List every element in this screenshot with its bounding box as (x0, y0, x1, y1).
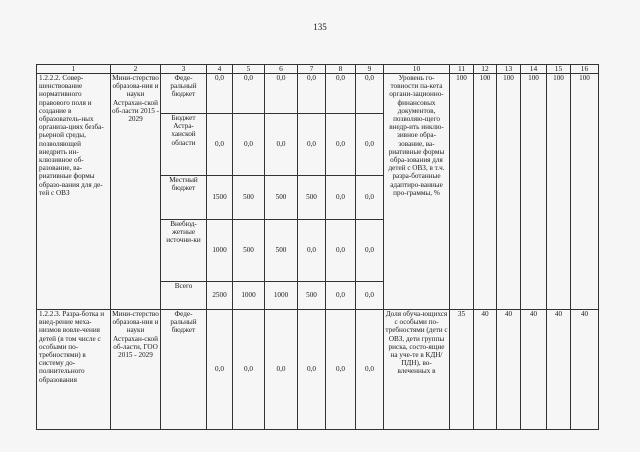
source-label: Всего (161, 282, 207, 310)
value-cell: 0,0 (356, 220, 384, 282)
target-cell: 40 (571, 310, 599, 430)
target-cell: 100 (497, 74, 521, 310)
header-cell: 9 (356, 65, 384, 74)
header-cell: 11 (450, 65, 474, 74)
header-cell: 4 (207, 65, 233, 74)
value-cell: 0,0 (265, 74, 298, 114)
header-cell: 12 (474, 65, 497, 74)
value-cell: 0,0 (326, 176, 356, 220)
measure-name-cell: 1.2.2.2. Совер-шенствование нормативного правового поля и создание в образователь-ных организа-циях безба-рьерной среды, позволяющей внедрить ин-клюзивное об-разование, ва-риативные формы образо-вания для де-тей с ОВЗ (37, 74, 111, 310)
value-cell: 0,0 (326, 220, 356, 282)
value-cell: 500 (233, 220, 265, 282)
target-cell: 100 (571, 74, 599, 310)
value-cell: 0,0 (298, 310, 326, 430)
header-cell: 6 (265, 65, 298, 74)
value-cell: 0,0 (356, 282, 384, 310)
value-cell: 0,0 (356, 310, 384, 430)
source-label: Местный бюджет (161, 176, 207, 220)
value-cell: 1000 (265, 282, 298, 310)
source-label: Феде-ральный бюджет (161, 310, 207, 430)
value-cell: 0,0 (233, 74, 265, 114)
value-cell: 0,0 (326, 282, 356, 310)
value-cell: 0,0 (233, 114, 265, 176)
header-row (37, 65, 599, 74)
target-cell: 35 (450, 310, 474, 430)
header-cell: 5 (233, 65, 265, 74)
value-cell: 500 (298, 176, 326, 220)
value-cell: 0,0 (356, 114, 384, 176)
value-cell: 1500 (207, 176, 233, 220)
header-cell: 16 (571, 65, 599, 74)
header-cell: 13 (497, 65, 521, 74)
executor-cell: Мини-стерство образова-ния и науки Астрахан-ской об-ласти, ГОО 2015 - 2029 (111, 310, 161, 430)
indicator-cell: Уровень го-товности па-кета органи-зационно-финансовых документов, позволяю-щего внедр-ить инклю-зивное обра-зование, ва-риативные формы обра-зования для детей с ОВЗ, в т.ч. разра-ботанные адаптиро-ванные про-граммы, % (384, 74, 450, 310)
target-cell: 40 (474, 310, 497, 430)
header-cell: 3 (161, 65, 207, 74)
header-cell: 15 (547, 65, 571, 74)
value-cell: 0,0 (298, 114, 326, 176)
source-label: Бюджет Астра-ханской области (161, 114, 207, 176)
program-table (36, 64, 599, 430)
value-cell: 0,0 (356, 176, 384, 220)
value-cell: 0,0 (207, 310, 233, 430)
target-cell: 40 (521, 310, 547, 430)
target-cell: 100 (474, 74, 497, 310)
value-cell: 0,0 (326, 74, 356, 114)
table-row (37, 74, 599, 114)
value-cell: 2500 (207, 282, 233, 310)
measure-name-cell: 1.2.2.3. Разра-ботка и внед-рение меха-низмов вовле-чения детей (в том числе с особыми по-требностями) в систему до-полнительного образования (37, 310, 111, 430)
value-cell: 0,0 (298, 220, 326, 282)
value-cell: 1000 (233, 282, 265, 310)
value-cell: 0,0 (356, 74, 384, 114)
value-cell: 0,0 (265, 114, 298, 176)
source-label: Внебюд-жетные источни-ки (161, 220, 207, 282)
target-cell: 40 (547, 310, 571, 430)
value-cell: 0,0 (233, 310, 265, 430)
value-cell: 0,0 (207, 74, 233, 114)
value-cell: 0,0 (298, 74, 326, 114)
value-cell: 1000 (207, 220, 233, 282)
executor-cell: Мини-стерство образова-ния и науки Астрахан-ской об-ласти 2015 - 2029 (111, 74, 161, 310)
value-cell: 0,0 (326, 310, 356, 430)
value-cell: 500 (265, 176, 298, 220)
target-cell: 100 (547, 74, 571, 310)
target-cell: 40 (497, 310, 521, 430)
header-cell: 7 (298, 65, 326, 74)
value-cell: 0,0 (207, 114, 233, 176)
source-label: Феде-ральный бюджет (161, 74, 207, 114)
table-row (37, 310, 599, 430)
header-cell: 1 (37, 65, 111, 74)
header-cell: 8 (326, 65, 356, 74)
page-number: 135 (313, 22, 327, 32)
value-cell: 500 (298, 282, 326, 310)
value-cell: 500 (233, 176, 265, 220)
indicator-cell: Доля обуча-ющихся с особыми по-требностями (дети с ОВЗ, дети группы риска, состо-ящие на уче-те в КДН/ ПДН), во-влеченных в (384, 310, 450, 430)
value-cell: 0,0 (265, 310, 298, 430)
header-cell: 14 (521, 65, 547, 74)
value-cell: 500 (265, 220, 298, 282)
target-cell: 100 (450, 74, 474, 310)
value-cell: 0,0 (326, 114, 356, 176)
header-cell: 10 (384, 65, 450, 74)
header-cell: 2 (111, 65, 161, 74)
target-cell: 100 (521, 74, 547, 310)
